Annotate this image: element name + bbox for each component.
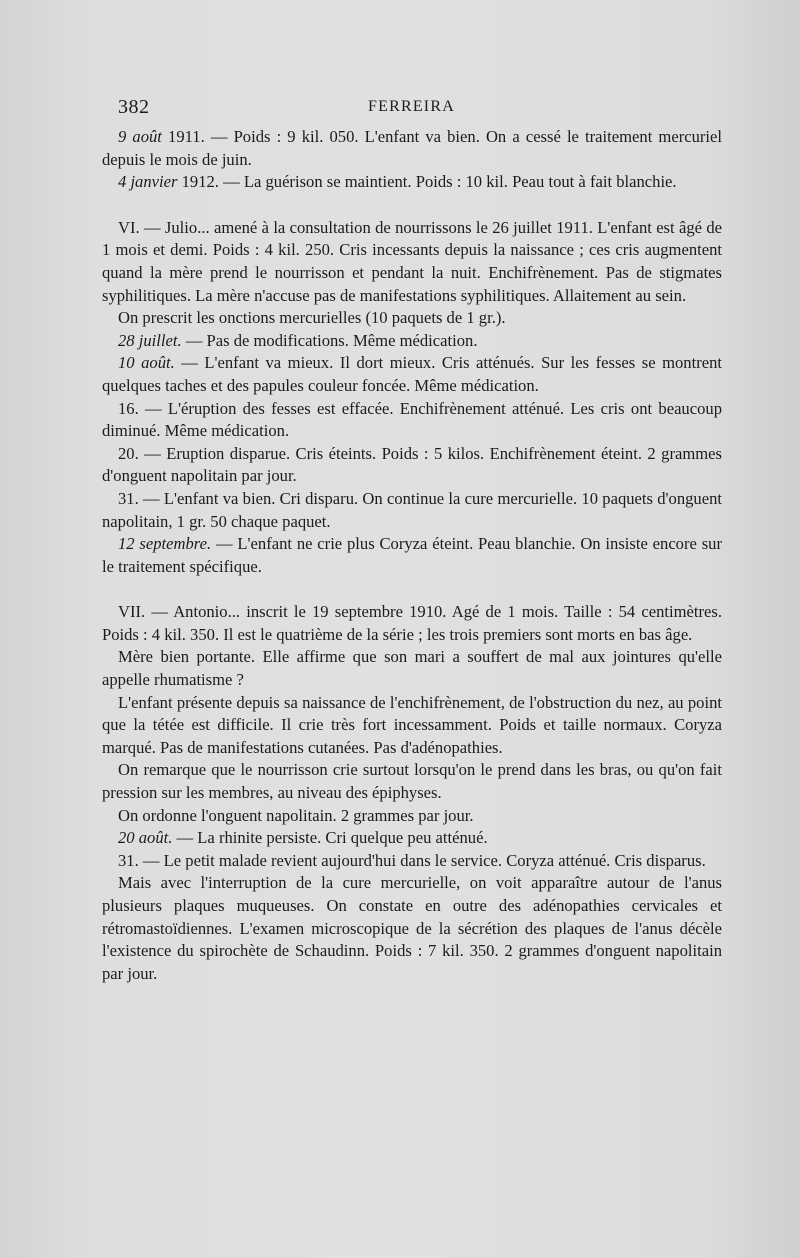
body-paragraph bbox=[102, 759, 722, 804]
paragraph-text: VI. — Julio... amené à la consultation de nourrissons le 26 juillet 1911. L'enfant est âgé de 1 mois et demi. Poids : 4 kil. 250. Cris incessants depuis la naissance ; ces cris augmentent quand la mère prend le nourrisson et pendant la nuit. Enchifrènement. Pas de stigmates syphilitiques. La mère n'accuse pas de manifestations syphilitiques. Allaitement au sein. bbox=[102, 217, 722, 305]
entry-date: 12 septembre. bbox=[118, 534, 212, 554]
paragraph-text: On prescrit les onctions mercurielles (10 paquets de 1 gr.). bbox=[118, 308, 506, 328]
body-paragraph bbox=[102, 827, 722, 850]
entry-date: 9 août bbox=[118, 127, 162, 146]
entry-date: 10 août. bbox=[118, 353, 175, 373]
page-number: 382 bbox=[118, 96, 150, 118]
paragraph-text: 16. — L'éruption des fesses est effacée. Enchifrènement atténué. Les cris ont beaucoup diminué. Même médication. bbox=[102, 398, 722, 441]
paragraph-text: L'enfant présente depuis sa naissance de l'enchifrènement, de l'obstruction du nez, au point que la tétée est difficile. Il crie très fort incessamment. Poids et taille normaux. Coryza marqué. Pas de manifestations cutanées. Pas d'adénopathies. bbox=[102, 692, 722, 757]
paragraph-text: — L'enfant ne crie plus Coryza éteint. Peau blanchie. On insiste encore sur le traitement spécifique. bbox=[102, 534, 722, 576]
body-paragraph bbox=[102, 443, 722, 488]
body-paragraph bbox=[102, 533, 722, 578]
paragraph-text: — La rhinite persiste. Cri quelque peu atténué. bbox=[172, 828, 488, 848]
paragraph-text: Mais avec l'interruption de la cure mercurielle, on voit apparaître autour de l'anus plusieurs plaques muqueuses. On constate en outre des adénopathies cervicales et rétromastoïdiennes. L'examen microscopique de la sécrétion des plaques de l'anus décèle l'existence du spirochète de Schaudinn. Poids : 7 kil. 350. 2 grammes d'onguent napolitain par jour. bbox=[102, 873, 722, 983]
body-paragraph bbox=[102, 872, 722, 985]
paragraph-text: On remarque que le nourrisson crie surtout lorsqu'on le prend dans les bras, ou qu'on fait pression sur les membres, au niveau des épiphyses. bbox=[102, 760, 722, 803]
paragraph-text: 1911. — Poids : 9 kil. 050. L'enfant va bien. On a cessé le traitement mercuriel depuis le mois de juin. bbox=[102, 127, 722, 169]
paragraph-text: Mère bien portante. Elle affirme que son mari a souffert de mal aux jointures qu'elle appelle rhumatisme ? bbox=[102, 647, 722, 690]
body-paragraph bbox=[102, 692, 722, 760]
body-paragraph bbox=[102, 217, 722, 307]
body-paragraph bbox=[102, 805, 722, 828]
paragraph-text: 1912. — La guérison se maintient. Poids : 10 kil. Peau tout à fait blanchie. bbox=[177, 172, 677, 192]
body-paragraph bbox=[102, 601, 722, 646]
body-paragraph bbox=[102, 171, 722, 194]
body-paragraph bbox=[102, 352, 722, 397]
body-paragraph bbox=[102, 398, 722, 443]
entry-date: 28 juillet. bbox=[118, 330, 182, 350]
entry-date: 20 août. bbox=[118, 828, 173, 848]
body-paragraph bbox=[102, 307, 722, 330]
paragraph-text: — L'enfant va mieux. Il dort mieux. Cris atténués. Sur les fesses se montrent quelques taches et des papules couleur foncée. Même médication. bbox=[102, 353, 722, 395]
paragraph-text: — Pas de modifications. Même médication. bbox=[181, 330, 478, 350]
paragraph-text: On ordonne l'onguent napolitain. 2 grammes par jour. bbox=[118, 805, 474, 825]
body-paragraph bbox=[102, 126, 722, 171]
body-paragraph bbox=[102, 330, 722, 353]
paragraph-text: 31. — L'enfant va bien. Cri disparu. On continue la cure mercurielle. 10 paquets d'onguent napolitain, 1 gr. 50 chaque paquet. bbox=[102, 488, 722, 531]
paragraph-text: VII. — Antonio... inscrit le 19 septembre 1910. Agé de 1 mois. Taille : 54 centimètres. Poids : 4 kil. 350. Il est le quatrième de la série ; les trois premiers sont morts en bas âge. bbox=[102, 602, 722, 644]
page-header bbox=[118, 96, 722, 120]
body-paragraph bbox=[102, 850, 722, 873]
page-body bbox=[102, 126, 722, 985]
body-paragraph bbox=[102, 488, 722, 533]
running-head: FERREIRA bbox=[368, 98, 455, 115]
body-paragraph bbox=[102, 646, 722, 691]
paragraph-text: 31. — Le petit malade revient aujourd'hui dans le service. Coryza atténué. Cris disparus. bbox=[118, 850, 706, 870]
entry-date: 4 janvier bbox=[118, 172, 178, 192]
paragraph-text: 20. — Eruption disparue. Cris éteints. Poids : 5 kilos. Enchifrènement éteint. 2 grammes d'onguent napolitain par jour. bbox=[102, 443, 722, 486]
